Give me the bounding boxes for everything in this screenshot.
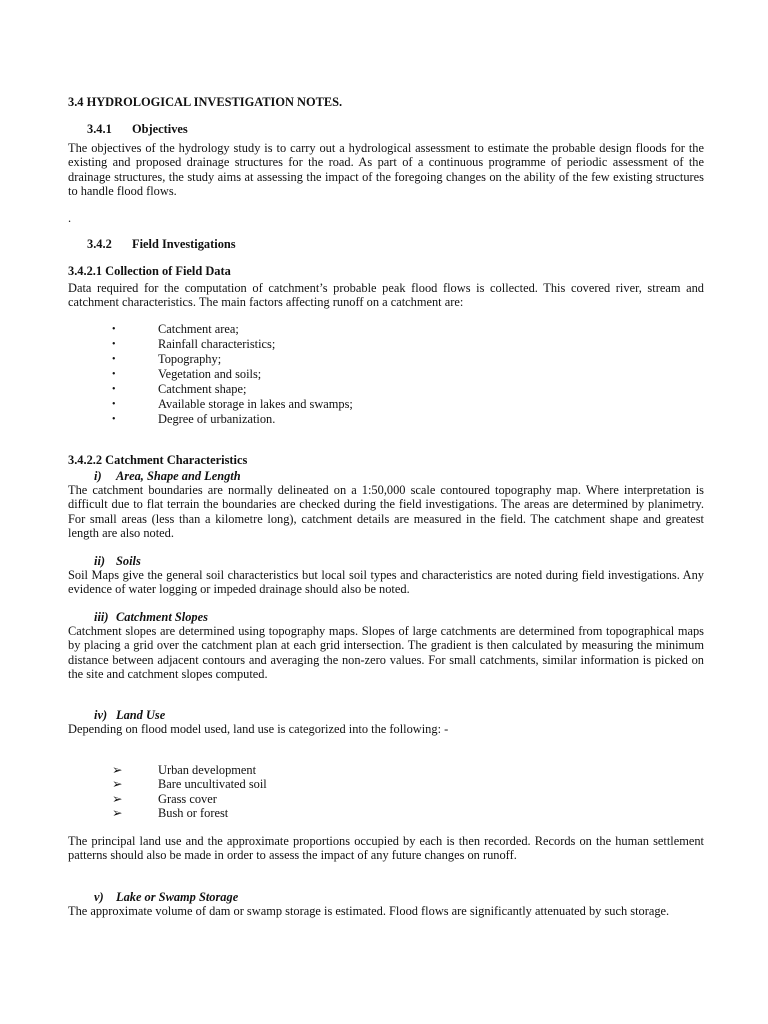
soils-heading bbox=[94, 554, 141, 569]
bullet-dot-icon: • bbox=[112, 384, 116, 395]
soils-numeral: ii) bbox=[94, 554, 106, 568]
area-numeral: i) bbox=[94, 469, 102, 483]
slopes-heading bbox=[94, 610, 208, 625]
land-use-heading bbox=[94, 708, 165, 723]
arrow-bullet-icon: ➢ bbox=[112, 791, 123, 806]
list-item-text: Topography; bbox=[158, 352, 222, 366]
bullet-dot-icon: • bbox=[112, 369, 116, 380]
list-item-text: Catchment area; bbox=[158, 322, 239, 336]
objectives-number: 3.4.1 bbox=[87, 122, 112, 136]
list-item bbox=[68, 337, 704, 352]
soils-paragraph: Soil Maps give the general soil characteristics but local soil types and characteristics are noted during field investigations. Any evidence of water logging or impeded drainage should also be noted. bbox=[68, 568, 704, 597]
arrow-bullet-icon: ➢ bbox=[112, 806, 123, 821]
storage-heading bbox=[94, 890, 238, 905]
area-heading bbox=[94, 469, 241, 484]
field-investigations-heading bbox=[87, 237, 236, 252]
section-heading: 3.4 HYDROLOGICAL INVESTIGATION NOTES. bbox=[68, 95, 343, 109]
arrow-bullet-icon: ➢ bbox=[112, 763, 123, 777]
slopes-paragraph: Catchment slopes are determined using topography maps. Slopes of large catchments are determined from topographical maps by placing a grid over the catchment plan at each grid intersection. The gradient is then calculated by measuring the minimum distance between adjacent contours and averaging the non-zero values. For small catchments, similar information is picked on the site and catchment slopes computed. bbox=[68, 624, 704, 682]
bullet-dot-icon: • bbox=[112, 354, 116, 365]
list-item bbox=[68, 352, 704, 367]
land-use-numeral: iv) bbox=[94, 708, 108, 722]
list-item bbox=[68, 763, 704, 777]
list-item bbox=[68, 777, 704, 791]
list-item bbox=[68, 397, 704, 412]
objectives-heading bbox=[87, 122, 188, 137]
list-item-text: Degree of urbanization. bbox=[158, 412, 276, 426]
characteristics-heading: 3.4.2.2 Catchment Characteristics bbox=[68, 453, 248, 467]
collection-heading: 3.4.2.1 Collection of Field Data bbox=[68, 264, 231, 278]
land-use-paragraph: The principal land use and the approximate proportions occupied by each is then recorded. Records on the human settlement patterns should also be made in order to assess the impact of any future changes on runoff. bbox=[68, 834, 704, 863]
list-item-text: Bush or forest bbox=[158, 806, 229, 821]
storage-title: Lake or Swamp Storage bbox=[116, 890, 239, 904]
land-use-intro: Depending on flood model used, land use is categorized into the following: - bbox=[68, 722, 449, 736]
list-item-text: Available storage in lakes and swamps; bbox=[158, 397, 353, 411]
area-title: Area, Shape and Length bbox=[116, 469, 241, 483]
slopes-title: Catchment Slopes bbox=[116, 610, 208, 624]
bullet-dot-icon: • bbox=[112, 339, 116, 350]
list-item-text: Catchment shape; bbox=[158, 382, 247, 396]
list-item-text: Grass cover bbox=[158, 791, 217, 806]
collection-paragraph: Data required for the computation of catchment’s probable peak flood flows is collected. This covered river, stream and catchment characteristics. The main factors affecting runoff on a catchment are: bbox=[68, 281, 704, 310]
list-item-text: Rainfall characteristics; bbox=[158, 337, 276, 351]
land-use-list bbox=[68, 763, 704, 821]
list-item bbox=[68, 806, 704, 820]
list-item bbox=[68, 412, 704, 427]
list-item bbox=[68, 322, 704, 337]
area-paragraph: The catchment boundaries are normally delineated on a 1:50,000 scale contoured topography map. Where interpretation is difficult due to flat terrain the boundaries are checked during the field investigations. The areas are determined by planimetry. For small areas (less than a kilometre long), catchment details are measured in the field. The catchment shape and greatest length are also noted. bbox=[68, 483, 704, 541]
field-investigations-title: Field Investigations bbox=[132, 237, 236, 251]
objectives-paragraph: The objectives of the hydrology study is to carry out a hydrological assessment to estimate the probable design floods for the existing and proposed drainage structures for the road. As part of a continuous programme of periodic assessment of the drainage structures, the study aims at assessing the impact of the foregoing changes on the ability of the few existing structures to handle flood flows. bbox=[68, 141, 704, 199]
bullet-dot-icon: • bbox=[112, 324, 116, 335]
list-item bbox=[68, 792, 704, 806]
document-page bbox=[68, 0, 704, 1024]
factors-list bbox=[68, 322, 704, 427]
land-use-title: Land Use bbox=[116, 708, 166, 722]
arrow-bullet-icon: ➢ bbox=[112, 777, 123, 792]
storage-numeral: v) bbox=[94, 890, 104, 904]
list-item bbox=[68, 382, 704, 397]
list-item-text: Vegetation and soils; bbox=[158, 367, 262, 381]
field-investigations-number: 3.4.2 bbox=[87, 237, 112, 251]
list-item-text: Bare uncultivated soil bbox=[158, 777, 267, 792]
list-item bbox=[68, 367, 704, 382]
storage-paragraph: The approximate volume of dam or swamp storage is estimated. Flood flows are significantly attenuated by such storage. bbox=[68, 904, 670, 918]
objectives-title: Objectives bbox=[132, 122, 188, 136]
slopes-numeral: iii) bbox=[94, 610, 109, 624]
bullet-dot-icon: • bbox=[112, 399, 116, 410]
soils-title: Soils bbox=[116, 554, 141, 568]
bullet-dot-icon: • bbox=[112, 414, 116, 425]
stray-dot: . bbox=[68, 211, 72, 225]
list-item-text: Urban development bbox=[158, 763, 257, 777]
